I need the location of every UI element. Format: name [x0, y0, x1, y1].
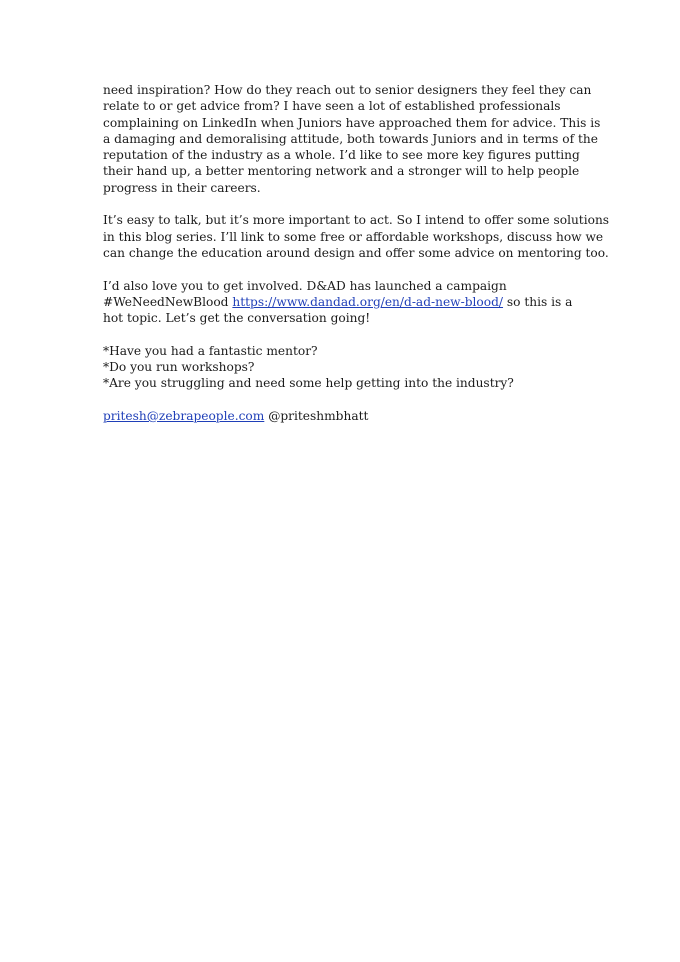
text-line: relate to or get advice from? I have seen a lot of established professionals	[103, 99, 561, 114]
contact-line	[103, 408, 593, 424]
dandad-link[interactable]: https://www.dandad.org/en/d-ad-new-blood/	[232, 294, 504, 309]
twitter-handle: @priteshmbhatt	[268, 408, 369, 423]
text-fragment: so this is a	[503, 294, 573, 309]
text-line-with-link	[103, 294, 593, 310]
text-line: progress in their careers.	[103, 180, 261, 195]
text-line: hot topic. Let’s get the conversation going!	[103, 311, 371, 326]
paragraph-mentoring	[103, 82, 601, 196]
question-item: *Have you had a fantastic mentor?	[103, 343, 318, 358]
question-list	[103, 343, 593, 392]
contact-text	[103, 408, 593, 424]
question-item: *Are you struggling and need some help getting into the industry?	[103, 376, 514, 391]
text-line: a damaging and demoralising attitude, both towards Juniors and in terms of the	[103, 131, 598, 146]
body-text	[103, 82, 610, 441]
text-line: can change the education around design and offer some advice on mentoring too.	[103, 245, 609, 260]
email-link[interactable]: pritesh@zebrapeople.com	[103, 408, 265, 423]
text-line: their hand up, a better mentoring network and a stronger will to help people	[103, 164, 580, 179]
paragraph-solutions	[103, 212, 610, 261]
text-line: complaining on LinkedIn when Juniors have approached them for advice. This is	[103, 115, 601, 130]
text-line: I’d also love you to get involved. D&AD has launched a campaign	[103, 278, 507, 293]
text-line: It’s easy to talk, but it’s more important to act. So I intend to offer some solutions	[103, 213, 610, 228]
text-line: reputation of the industry as a whole. I’d like to see more key figures putting	[103, 148, 580, 163]
paragraph-campaign	[103, 278, 593, 327]
text-line: need inspiration? How do they reach out to senior designers they feel they can	[103, 83, 592, 97]
campaign-hashtag: #WeNeedNewBlood	[103, 294, 229, 309]
question-item: *Do you run workshops?	[103, 360, 255, 375]
text-line: in this blog series. I’ll link to some free or affordable workshops, discuss how we	[103, 229, 604, 244]
